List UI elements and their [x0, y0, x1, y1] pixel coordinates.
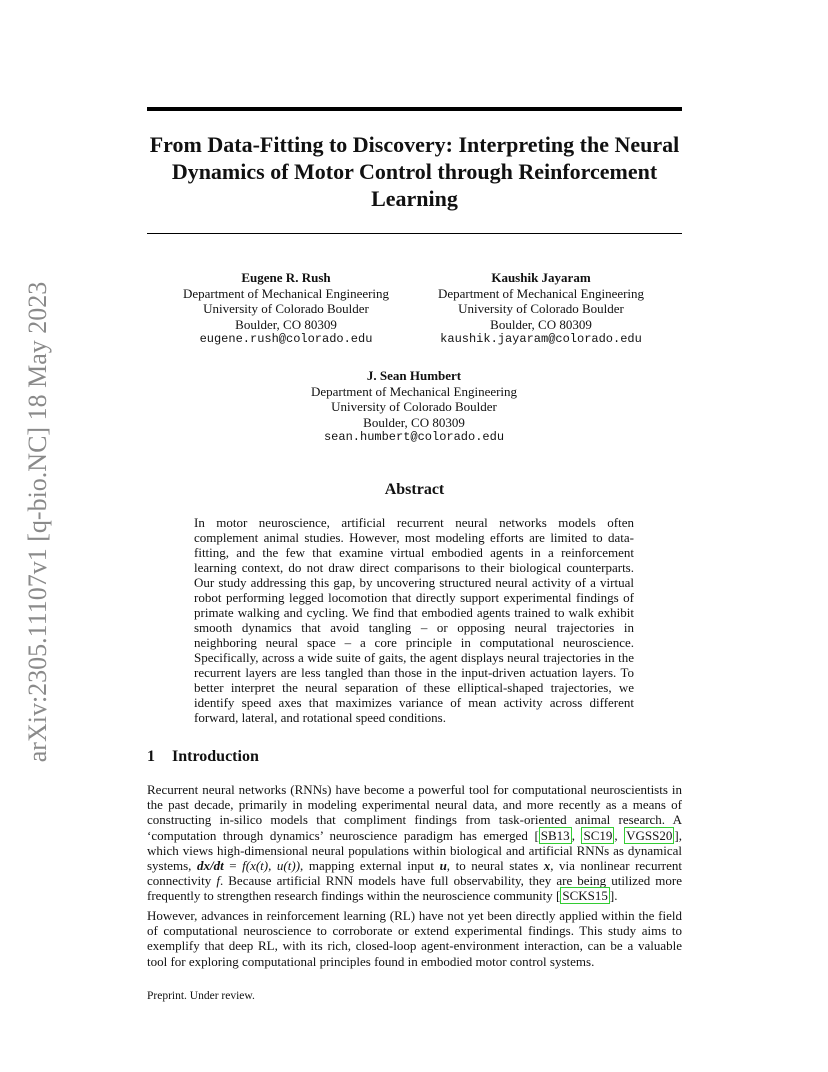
paper-title: From Data-Fitting to Discovery: Interpreting the Neural Dynamics of Motor Control through Reinforcement Learning: [149, 132, 680, 211]
author-univ: University of Colorado Boulder: [203, 301, 369, 316]
math-symbol: f: [216, 873, 220, 889]
citation-link[interactable]: SB13: [540, 827, 570, 843]
author-city: Boulder, CO 80309: [363, 414, 465, 430]
author-name: Kaushik Jayaram: [491, 270, 591, 285]
section-title: Introduction: [172, 748, 259, 765]
author-email[interactable]: eugene.rush@colorado.edu: [199, 332, 373, 346]
section-heading: [147, 748, 259, 766]
citation-link[interactable]: VGSS20: [626, 827, 673, 843]
citation-link[interactable]: SCKS15: [562, 888, 608, 904]
section-number: 1: [147, 748, 155, 765]
author-name: Eugene R. Rush: [241, 270, 331, 285]
title-rule: [147, 233, 682, 234]
text-run: , to neural states: [446, 858, 544, 874]
abstract-heading: Abstract: [384, 481, 445, 498]
author-dept: Department of Mechanical Engineering: [437, 285, 645, 301]
author-block-2: [421, 270, 661, 348]
author-city: Boulder, CO 80309: [490, 316, 592, 332]
author-dept: Department of Mechanical Engineering: [182, 285, 390, 301]
intro-paragraph-1: [147, 782, 682, 904]
top-rule: [147, 107, 682, 111]
citation-link[interactable]: SC19: [583, 827, 613, 843]
text-run: . Because artificial RNN models have full observability, they are being utilized more frequently to strengthen research findings within the neuroscience community [: [147, 873, 682, 904]
author-dept: Department of Mechanical Engineering: [310, 383, 518, 399]
text-run: Recurrent neural networks (RNNs) have become a powerful tool for computational neuroscientists in the past decade, primarily in modeling experimental neural data, and more recently as a means of constructing in-silico models that compliment findings from task-oriented animal research. A ‘computation through dynamics’ neuroscience paradigm has emerged [: [147, 782, 682, 843]
abstract-text: In motor neuroscience, artificial recurrent neural networks models often complement animal studies. However, most modeling efforts are limited to data-fitting, and the few that examine virtual embodied agents in a reinforcement learning context, do not draw direct comparisons to their biological counterparts. Our study addressing this gap, by uncovering structured neural activity of a virtual robot performing legged locomotion that directly support experimental findings of primate walking and cycling. We find that embodied agents trained to walk exhibit smooth dynamics that avoid tangling – or opposing neural trajectories in neighboring neural space – a core principle in computational neuroscience. Specifically, across a wide suite of gaits, the agent displays neural trajectories in the recurrent layers are less tangled than those in the input-driven actuation layers. To better interpret the neural separation of these elliptical-shaped trajectories, we identify speed axes that maximizes variance of mean activity across different forward, lateral, and rotational speed conditions.: [194, 515, 634, 725]
math-symbol: x: [543, 858, 551, 874]
author-univ: University of Colorado Boulder: [458, 301, 624, 316]
math-symbol: u: [439, 858, 447, 874]
math-expression: dx/dt: [196, 858, 224, 874]
text-run: , via nonlinear recurrent connectivity: [147, 858, 682, 889]
footer-note: Preprint. Under review.: [147, 990, 255, 1002]
author-univ: University of Colorado Boulder: [331, 399, 497, 414]
author-city: Boulder, CO 80309: [235, 316, 337, 332]
arxiv-stamp: arXiv:2305.11107v1 [q-bio.NC] 18 May 2023: [23, 281, 52, 763]
text-run: ].: [609, 888, 618, 904]
text-run: =: [223, 858, 243, 874]
intro-paragraph-2: However, advances in reinforcement learning (RL) have not yet been directly applied within the field of computational neuroscience to corroborate or extend experimental findings. This study aims to exemplify that deep RL, with its rich, closed-loop agent-environment interaction, can be a valuable tool for exploring computational principles found in embodied motor control systems.: [147, 908, 682, 969]
author-block-3: [294, 368, 534, 446]
author-email[interactable]: sean.humbert@colorado.edu: [323, 430, 505, 444]
text-run: ,: [571, 827, 582, 843]
math-expression: f(x(t), u(t)): [242, 858, 301, 874]
author-block-1: [166, 270, 406, 348]
author-name: J. Sean Humbert: [366, 368, 462, 383]
text-run: ], which views high-dimensional neural populations within biological and artificial RNNs as dynamical systems,: [147, 827, 682, 874]
author-email[interactable]: kaushik.jayaram@colorado.edu: [440, 332, 642, 346]
text-run: ,: [614, 827, 625, 843]
text-run: , mapping external input: [300, 858, 440, 874]
